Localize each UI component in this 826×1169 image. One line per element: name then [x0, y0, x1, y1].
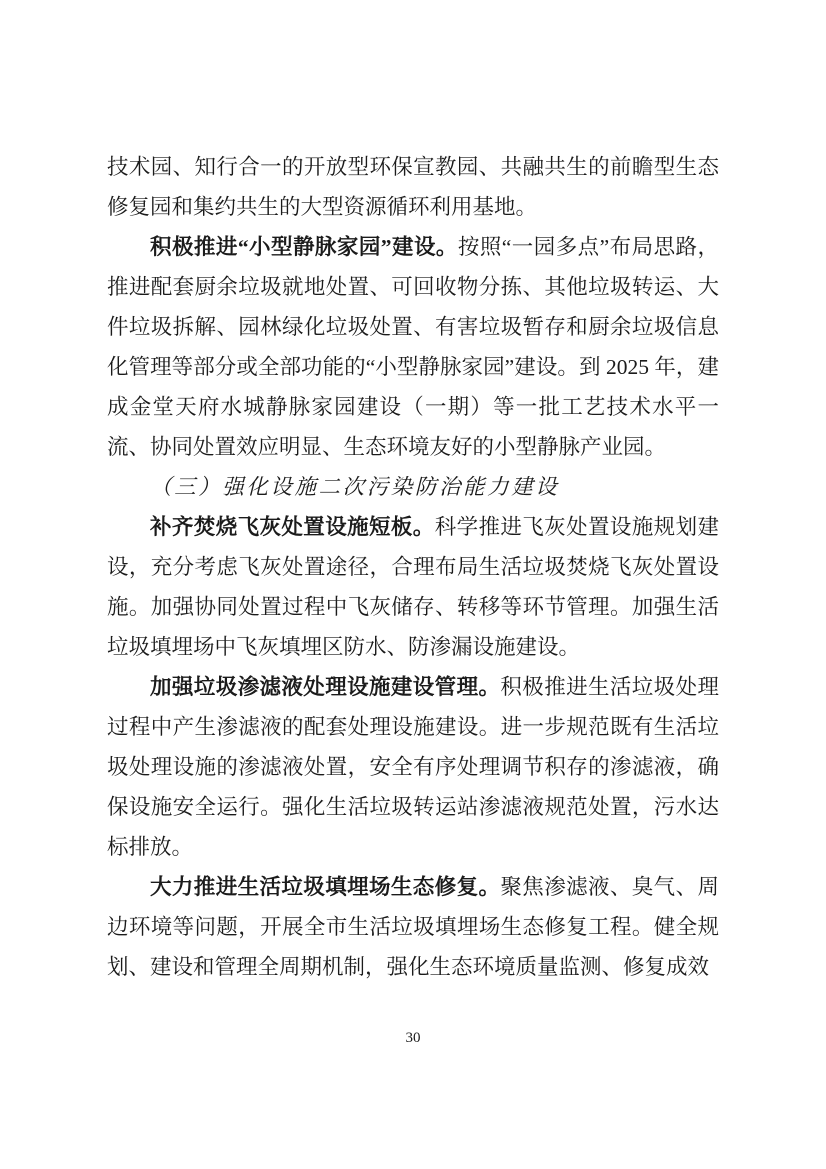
page-body-text: [107, 147, 719, 987]
paragraph-lead-bold: 大力推进生活垃圾填埋场生态修复。: [150, 875, 501, 899]
paragraph-lead-bold: 补齐焚烧飞灰处置设施短板。: [150, 515, 435, 539]
paragraph-text: 科学推进飞灰处置设施规划建设，充分考虑飞灰处置途径，合理布局生活垃圾焚烧飞灰处置设施。加强协同处置过程中飞灰储存、转移等环节管理。加强生活垃圾填埋场中飞灰填埋区防水、防渗漏设施建设。: [107, 515, 719, 659]
paragraph-park-continuation: [107, 147, 719, 227]
paragraph-text: 聚焦渗滤液、臭气、周边环境等问题，开展全市生活垃圾填埋场生态修复工程。健全规划、建设和管理全周期机制，强化生态环境质量监测、修复成效: [107, 875, 719, 979]
paragraph-lead-bold: 加强垃圾渗滤液处理设施建设管理。: [150, 675, 501, 699]
paragraph-fly-ash: [107, 507, 719, 667]
page-number: 30: [405, 1030, 421, 1046]
paragraph-text: 积极推进生活垃圾处理过程中产生渗滤液的配套处理设施建设。进一步规范既有生活垃圾处理设施的渗滤液处置，安全有序处理调节积存的渗滤液，确保设施安全运行。强化生活垃圾转运站渗滤液规范处置，污水达标排放。: [107, 675, 719, 859]
paragraph-lead-bold: 积极推进“小型静脉家园”建设。: [150, 235, 458, 259]
paragraph-small-static-home: [107, 227, 719, 467]
paragraph-text: 技术园、知行合一的开放型环保宣教园、共融共生的前瞻型生态修复园和集约共生的大型资源循环利用基地。: [107, 155, 719, 219]
paragraph-text: 按照“一园多点”布局思路，推进配套厨余垃圾就地处置、可回收物分拣、其他垃圾转运、大件垃圾拆解、园林绿化垃圾处置、有害垃圾暂存和厨余垃圾信息化管理等部分或全部功能的“小型静脉家园”建设。到 2025 年，建成金堂天府水城静脉家园建设（一期）等一批工艺技术水平一流、协同处置效应明显、生态环境友好的小型静脉产业园。: [107, 235, 719, 459]
section-heading-three: [107, 467, 719, 507]
paragraph-landfill-restoration: [107, 867, 719, 987]
paragraph-leachate: [107, 667, 719, 867]
section-heading-text: （三）强化设施二次污染防治能力建设: [150, 475, 560, 499]
